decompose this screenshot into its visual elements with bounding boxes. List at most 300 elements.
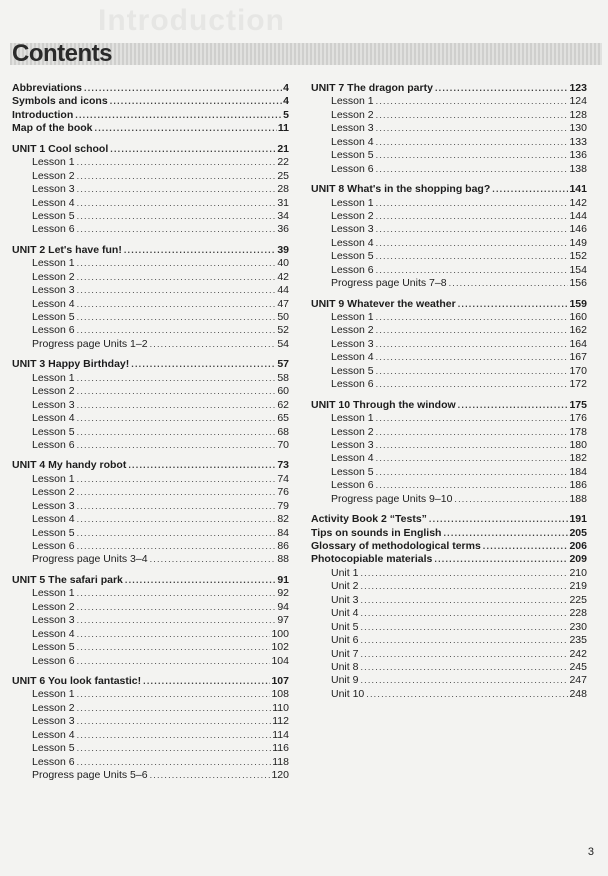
toc-entry-label: Lesson 3 bbox=[32, 183, 75, 196]
toc-entry-label: Lesson 2 bbox=[32, 486, 75, 499]
toc-entry-page: 154 bbox=[569, 263, 587, 276]
toc-entry bbox=[311, 412, 587, 425]
dot-leader bbox=[360, 674, 568, 687]
toc-entry bbox=[12, 500, 289, 513]
toc-entry-page: 86 bbox=[277, 540, 289, 552]
toc-entry bbox=[311, 634, 587, 647]
toc-entry bbox=[12, 284, 289, 297]
toc-entry-page: 133 bbox=[569, 135, 587, 148]
toc-entry-page: 107 bbox=[271, 674, 289, 687]
toc-entry bbox=[12, 614, 289, 627]
dot-leader bbox=[376, 122, 569, 135]
toc-entry-page: 70 bbox=[277, 438, 289, 451]
toc-entry bbox=[12, 311, 289, 324]
toc-entry bbox=[12, 412, 289, 425]
toc-entry-label: Lesson 1 bbox=[32, 257, 75, 270]
toc-entry bbox=[311, 439, 587, 452]
toc-entry-page: 42 bbox=[277, 270, 289, 283]
toc-entry bbox=[12, 486, 289, 499]
toc-entry-page: 159 bbox=[569, 297, 587, 310]
toc-entry-page: 182 bbox=[569, 452, 587, 465]
dot-leader bbox=[125, 574, 276, 587]
toc-heading-entry bbox=[12, 459, 289, 472]
toc-heading-entry bbox=[12, 358, 289, 371]
toc-entry-label: Lesson 1 bbox=[32, 156, 75, 169]
toc-entry-page: 116 bbox=[272, 742, 289, 755]
toc-entry bbox=[311, 163, 587, 176]
toc-entry-label: Lesson 5 bbox=[331, 149, 374, 162]
toc-entry-label: Unit 4 bbox=[331, 607, 359, 620]
dot-leader bbox=[376, 426, 569, 439]
toc-entry bbox=[311, 567, 587, 580]
dot-leader bbox=[360, 648, 568, 661]
toc-entry-page: 79 bbox=[277, 499, 289, 512]
toc-heading-entry bbox=[12, 574, 289, 587]
dot-leader bbox=[376, 237, 569, 250]
dot-leader bbox=[150, 553, 277, 566]
toc-entry-page: 235 bbox=[569, 634, 587, 647]
toc-entry bbox=[311, 250, 587, 263]
toc-entry bbox=[12, 729, 289, 742]
toc-entry bbox=[311, 338, 587, 351]
dot-leader bbox=[77, 426, 277, 439]
toc-entry-page: 22 bbox=[277, 156, 289, 169]
dot-leader bbox=[376, 250, 569, 263]
page-number: 3 bbox=[587, 846, 594, 858]
toc-entry bbox=[12, 156, 289, 169]
toc-entry-page: 228 bbox=[569, 607, 587, 620]
dot-leader bbox=[77, 257, 277, 270]
toc-entry bbox=[311, 365, 587, 378]
toc-entry-page: 205 bbox=[569, 526, 587, 539]
toc-entry-page: 206 bbox=[569, 540, 587, 552]
toc-entry-label: Progress page Units 9–10 bbox=[331, 492, 453, 505]
toc-entry bbox=[311, 136, 587, 149]
toc-entry bbox=[12, 540, 289, 553]
toc-entry bbox=[311, 277, 587, 290]
toc-entry bbox=[12, 715, 289, 728]
toc-entry-page: 172 bbox=[569, 378, 587, 391]
dot-leader bbox=[150, 338, 277, 351]
dot-leader bbox=[77, 183, 277, 196]
toc-entry bbox=[12, 385, 289, 398]
dot-leader bbox=[77, 197, 277, 210]
dot-leader bbox=[434, 553, 568, 566]
dot-leader bbox=[77, 412, 277, 425]
dot-leader bbox=[360, 621, 568, 634]
toc-entry-page: 82 bbox=[277, 513, 289, 526]
toc-entry-label: Symbols and icons bbox=[12, 95, 108, 108]
dot-leader bbox=[77, 756, 272, 769]
toc-entry-label: Unit 2 bbox=[331, 580, 359, 593]
dot-leader bbox=[77, 742, 272, 755]
dot-leader bbox=[77, 298, 277, 311]
toc-entry-label: Tips on sounds in English bbox=[311, 526, 442, 539]
toc-entry-label: Lesson 5 bbox=[32, 641, 75, 654]
toc-entry-page: 188 bbox=[569, 492, 587, 505]
toc-entry bbox=[12, 399, 289, 412]
toc-entry-page: 4 bbox=[283, 95, 289, 108]
toc-entry bbox=[311, 197, 587, 210]
toc-entry-page: 167 bbox=[569, 351, 587, 364]
toc-entry-label: Unit 7 bbox=[331, 647, 359, 660]
toc-entry-label: Lesson 5 bbox=[32, 425, 75, 438]
toc-entry-page: 84 bbox=[277, 526, 289, 539]
toc-entry-label: Unit 3 bbox=[331, 593, 359, 606]
toc-entry bbox=[12, 324, 289, 337]
toc-entry-page: 123 bbox=[569, 82, 587, 94]
toc-heading-entry bbox=[311, 82, 587, 95]
toc-heading-entry bbox=[12, 122, 289, 135]
toc-entry-page: 5 bbox=[283, 108, 289, 121]
dot-leader bbox=[77, 473, 277, 486]
toc-entry-label: Lesson 3 bbox=[331, 223, 374, 236]
dot-leader bbox=[360, 634, 568, 647]
toc-entry-label: Lesson 2 bbox=[32, 385, 75, 398]
toc-entry-page: 102 bbox=[271, 641, 289, 654]
toc-entry bbox=[311, 648, 587, 661]
dot-leader bbox=[77, 372, 277, 385]
toc-entry-page: 120 bbox=[271, 769, 289, 781]
toc-entry-label: Progress page Units 3–4 bbox=[32, 553, 148, 566]
dot-leader bbox=[454, 493, 568, 506]
toc-entry-label: UNIT 9 Whatever the weather bbox=[311, 297, 456, 310]
toc-entry bbox=[12, 197, 289, 210]
toc-entry-label: Map of the book bbox=[12, 122, 93, 135]
toc-entry bbox=[12, 439, 289, 452]
toc-entry-page: 11 bbox=[277, 122, 289, 135]
toc-heading-entry bbox=[311, 513, 587, 526]
toc-entry-label: Lesson 6 bbox=[32, 324, 75, 337]
toc-heading-entry bbox=[12, 675, 289, 688]
toc-entry bbox=[311, 493, 587, 506]
toc-heading-entry bbox=[12, 109, 289, 122]
toc-entry-page: 39 bbox=[277, 243, 289, 256]
toc-heading-entry bbox=[12, 244, 289, 257]
toc-entry-label: Unit 5 bbox=[331, 620, 359, 633]
dot-leader bbox=[376, 210, 569, 223]
toc-entry-label: Lesson 4 bbox=[331, 135, 374, 148]
toc-heading-entry bbox=[311, 553, 587, 566]
dot-leader bbox=[376, 109, 569, 122]
toc-entry-label: Lesson 5 bbox=[32, 742, 75, 755]
toc-heading-entry bbox=[12, 143, 289, 156]
toc-entry bbox=[12, 601, 289, 614]
toc-entry bbox=[311, 378, 587, 391]
toc-entry-page: 138 bbox=[569, 162, 587, 175]
toc-entry bbox=[311, 594, 587, 607]
toc-entry-page: 112 bbox=[272, 715, 289, 728]
toc-entry-label: Lesson 2 bbox=[331, 108, 374, 121]
toc-entry-page: 124 bbox=[569, 95, 587, 108]
toc-entry-label: Lesson 6 bbox=[32, 223, 75, 236]
toc-entry-page: 141 bbox=[569, 183, 587, 196]
toc-entry-label: Lesson 1 bbox=[32, 688, 75, 701]
toc-entry-label: Lesson 3 bbox=[32, 715, 75, 728]
toc-entry-page: 108 bbox=[271, 688, 289, 701]
contents-left-column bbox=[12, 82, 289, 782]
toc-entry-label: Lesson 5 bbox=[32, 209, 75, 222]
toc-entry-page: 156 bbox=[569, 277, 587, 290]
dot-leader bbox=[77, 156, 277, 169]
toc-entry-page: 247 bbox=[569, 674, 587, 687]
dot-leader bbox=[150, 769, 271, 782]
toc-entry-page: 100 bbox=[271, 627, 289, 640]
toc-entry-label: Lesson 3 bbox=[32, 284, 75, 297]
toc-entry bbox=[311, 210, 587, 223]
toc-entry-label: Lesson 1 bbox=[331, 311, 374, 323]
dot-leader bbox=[376, 197, 569, 210]
toc-entry-page: 178 bbox=[569, 425, 587, 438]
toc-entry bbox=[12, 587, 289, 600]
toc-entry-page: 149 bbox=[569, 236, 587, 249]
dot-leader bbox=[131, 358, 276, 371]
toc-entry-label: Lesson 1 bbox=[32, 472, 75, 485]
dot-leader bbox=[77, 500, 277, 513]
toc-entry-page: 94 bbox=[277, 600, 289, 613]
toc-entry bbox=[12, 641, 289, 654]
dot-leader bbox=[449, 277, 569, 290]
toc-entry-page: 180 bbox=[569, 438, 587, 451]
toc-entry-label: Unit 8 bbox=[331, 660, 359, 673]
toc-entry-page: 36 bbox=[277, 223, 289, 236]
toc-entry bbox=[311, 607, 587, 620]
toc-entry-page: 118 bbox=[272, 755, 289, 768]
toc-entry-label: Glossary of methodological terms bbox=[311, 540, 481, 552]
toc-entry-page: 104 bbox=[271, 654, 289, 667]
toc-entry-page: 65 bbox=[277, 412, 289, 425]
toc-entry bbox=[311, 109, 587, 122]
dot-leader bbox=[376, 264, 569, 277]
toc-entry-label: Lesson 2 bbox=[331, 209, 374, 222]
dot-leader bbox=[77, 527, 277, 540]
toc-entry-page: 31 bbox=[277, 196, 289, 209]
dot-leader bbox=[75, 109, 282, 122]
toc-entry bbox=[12, 257, 289, 270]
toc-entry-page: 225 bbox=[569, 593, 587, 606]
toc-entry-label: Lesson 2 bbox=[32, 701, 75, 714]
toc-entry-label: Lesson 3 bbox=[331, 337, 374, 350]
dot-leader bbox=[77, 702, 272, 715]
toc-entry-page: 91 bbox=[277, 573, 289, 586]
toc-entry-label: Lesson 5 bbox=[331, 465, 374, 478]
dot-leader bbox=[458, 298, 569, 311]
toc-entry-page: 57 bbox=[277, 358, 289, 371]
toc-entry-page: 74 bbox=[277, 472, 289, 485]
dot-leader bbox=[77, 170, 277, 183]
toc-entry-label: Lesson 5 bbox=[331, 250, 374, 263]
toc-entry bbox=[12, 756, 289, 769]
toc-entry-label: Lesson 4 bbox=[32, 728, 75, 741]
toc-entry bbox=[311, 149, 587, 162]
toc-entry-label: Lesson 1 bbox=[32, 371, 75, 384]
toc-entry-label: Lesson 6 bbox=[32, 755, 75, 768]
toc-entry-page: 114 bbox=[272, 728, 289, 741]
toc-entry-page: 248 bbox=[569, 687, 587, 700]
dot-leader bbox=[366, 688, 568, 701]
toc-entry-label: Unit 1 bbox=[331, 566, 359, 579]
toc-entry-page: 21 bbox=[277, 142, 289, 155]
toc-entry-page: 152 bbox=[569, 250, 587, 263]
toc-entry-label: Lesson 4 bbox=[331, 452, 374, 465]
toc-entry bbox=[12, 688, 289, 701]
dot-leader bbox=[77, 614, 277, 627]
toc-entry bbox=[12, 338, 289, 351]
dot-leader bbox=[376, 466, 569, 479]
toc-entry-label: Lesson 2 bbox=[32, 270, 75, 283]
dot-leader bbox=[77, 486, 277, 499]
toc-entry-label: Lesson 4 bbox=[32, 513, 75, 526]
dot-leader bbox=[77, 324, 277, 337]
toc-entry bbox=[311, 223, 587, 236]
toc-entry-label: Lesson 6 bbox=[331, 263, 374, 276]
ghost-title: Introduction bbox=[98, 4, 285, 37]
toc-entry-label: Lesson 3 bbox=[32, 398, 75, 411]
toc-entry-page: 160 bbox=[569, 311, 587, 323]
toc-heading-entry bbox=[311, 399, 587, 412]
toc-entry-label: Lesson 3 bbox=[32, 614, 75, 627]
dot-leader bbox=[376, 439, 569, 452]
toc-entry bbox=[311, 122, 587, 135]
toc-entry-page: 54 bbox=[277, 337, 289, 350]
toc-entry-page: 76 bbox=[277, 486, 289, 499]
toc-entry-label: Lesson 2 bbox=[331, 324, 374, 337]
toc-entry-label: Lesson 2 bbox=[331, 425, 374, 438]
toc-entry-label: Lesson 3 bbox=[331, 438, 374, 451]
dot-leader bbox=[458, 399, 569, 412]
toc-entry-label: Progress page Units 5–6 bbox=[32, 769, 148, 781]
toc-entry-label: Lesson 3 bbox=[331, 122, 374, 135]
dot-leader bbox=[376, 365, 569, 378]
dot-leader bbox=[84, 82, 282, 95]
dot-leader bbox=[77, 439, 277, 452]
dot-leader bbox=[376, 452, 569, 465]
toc-entry bbox=[12, 527, 289, 540]
toc-entry-page: 186 bbox=[569, 479, 587, 492]
toc-entry-page: 68 bbox=[277, 425, 289, 438]
toc-entry bbox=[311, 351, 587, 364]
dot-leader bbox=[376, 479, 569, 492]
toc-entry bbox=[12, 372, 289, 385]
toc-entry-page: 52 bbox=[277, 324, 289, 337]
dot-leader bbox=[77, 223, 277, 236]
dot-leader bbox=[376, 311, 569, 324]
toc-entry bbox=[311, 426, 587, 439]
dot-leader bbox=[128, 459, 276, 472]
toc-entry-page: 142 bbox=[569, 196, 587, 209]
toc-entry-page: 176 bbox=[569, 412, 587, 425]
dot-leader bbox=[376, 338, 569, 351]
dot-leader bbox=[376, 136, 569, 149]
toc-heading-entry bbox=[311, 540, 587, 553]
toc-entry-page: 128 bbox=[569, 108, 587, 121]
toc-entry-label: Unit 6 bbox=[331, 634, 359, 647]
dot-leader bbox=[77, 641, 271, 654]
toc-entry-page: 245 bbox=[569, 660, 587, 673]
toc-entry-page: 47 bbox=[277, 297, 289, 310]
dot-leader bbox=[110, 95, 282, 108]
toc-entry bbox=[311, 324, 587, 337]
toc-entry-page: 92 bbox=[277, 587, 289, 600]
toc-entry bbox=[12, 210, 289, 223]
toc-entry-page: 209 bbox=[569, 553, 587, 566]
toc-entry bbox=[12, 513, 289, 526]
contents-right-column bbox=[311, 82, 587, 701]
toc-entry-label: Unit 10 bbox=[331, 687, 365, 700]
toc-entry bbox=[311, 237, 587, 250]
toc-entry-page: 184 bbox=[569, 465, 587, 478]
toc-entry-page: 4 bbox=[283, 82, 289, 94]
toc-entry-page: 110 bbox=[272, 701, 289, 714]
page-title: Contents bbox=[12, 40, 112, 67]
dot-leader bbox=[376, 223, 569, 236]
dot-leader bbox=[77, 284, 277, 297]
dot-leader bbox=[77, 587, 277, 600]
toc-entry-page: 73 bbox=[277, 459, 289, 472]
toc-entry-label: Lesson 4 bbox=[331, 351, 374, 364]
toc-entry-label: Lesson 1 bbox=[32, 587, 75, 600]
toc-entry-label: Unit 9 bbox=[331, 674, 359, 687]
toc-entry-page: 242 bbox=[569, 647, 587, 660]
toc-entry-page: 191 bbox=[569, 513, 587, 526]
dot-leader bbox=[376, 149, 569, 162]
toc-entry-page: 146 bbox=[569, 223, 587, 236]
toc-entry-label: UNIT 3 Happy Birthday! bbox=[12, 358, 130, 371]
dot-leader bbox=[77, 655, 271, 668]
toc-entry-label: Lesson 2 bbox=[32, 600, 75, 613]
dot-leader bbox=[95, 122, 277, 135]
toc-entry-label: Lesson 4 bbox=[32, 627, 75, 640]
toc-entry bbox=[311, 621, 587, 634]
dot-leader bbox=[376, 412, 569, 425]
toc-entry-label: Lesson 6 bbox=[32, 438, 75, 451]
dot-leader bbox=[77, 385, 277, 398]
toc-entry bbox=[311, 688, 587, 701]
toc-entry bbox=[311, 95, 587, 108]
toc-entry-label: Photocopiable materials bbox=[311, 553, 433, 566]
toc-entry bbox=[12, 769, 289, 782]
toc-entry-page: 60 bbox=[277, 385, 289, 398]
dot-leader bbox=[376, 324, 569, 337]
toc-entry-label: Progress page Units 7–8 bbox=[331, 277, 447, 290]
toc-entry bbox=[311, 452, 587, 465]
toc-entry-label: Introduction bbox=[12, 108, 74, 121]
dot-leader bbox=[143, 675, 270, 688]
toc-entry-page: 25 bbox=[277, 169, 289, 182]
dot-leader bbox=[492, 183, 568, 196]
dot-leader bbox=[77, 628, 271, 641]
toc-entry-page: 170 bbox=[569, 364, 587, 377]
toc-entry-page: 219 bbox=[569, 580, 587, 593]
dot-leader bbox=[110, 143, 276, 156]
toc-heading-entry bbox=[12, 95, 289, 108]
toc-entry bbox=[12, 271, 289, 284]
toc-entry-page: 40 bbox=[277, 257, 289, 270]
dot-leader bbox=[360, 580, 568, 593]
toc-entry-label: Lesson 6 bbox=[331, 162, 374, 175]
toc-entry-label: Progress page Units 1–2 bbox=[32, 337, 148, 350]
toc-entry bbox=[12, 473, 289, 486]
dot-leader bbox=[360, 607, 568, 620]
dot-leader bbox=[77, 311, 277, 324]
dot-leader bbox=[77, 601, 277, 614]
toc-entry-label: UNIT 8 What's in the shopping bag? bbox=[311, 183, 491, 196]
dot-leader bbox=[77, 399, 277, 412]
dot-leader bbox=[360, 567, 568, 580]
dot-leader bbox=[77, 513, 277, 526]
toc-heading-entry bbox=[12, 82, 289, 95]
toc-entry bbox=[311, 264, 587, 277]
